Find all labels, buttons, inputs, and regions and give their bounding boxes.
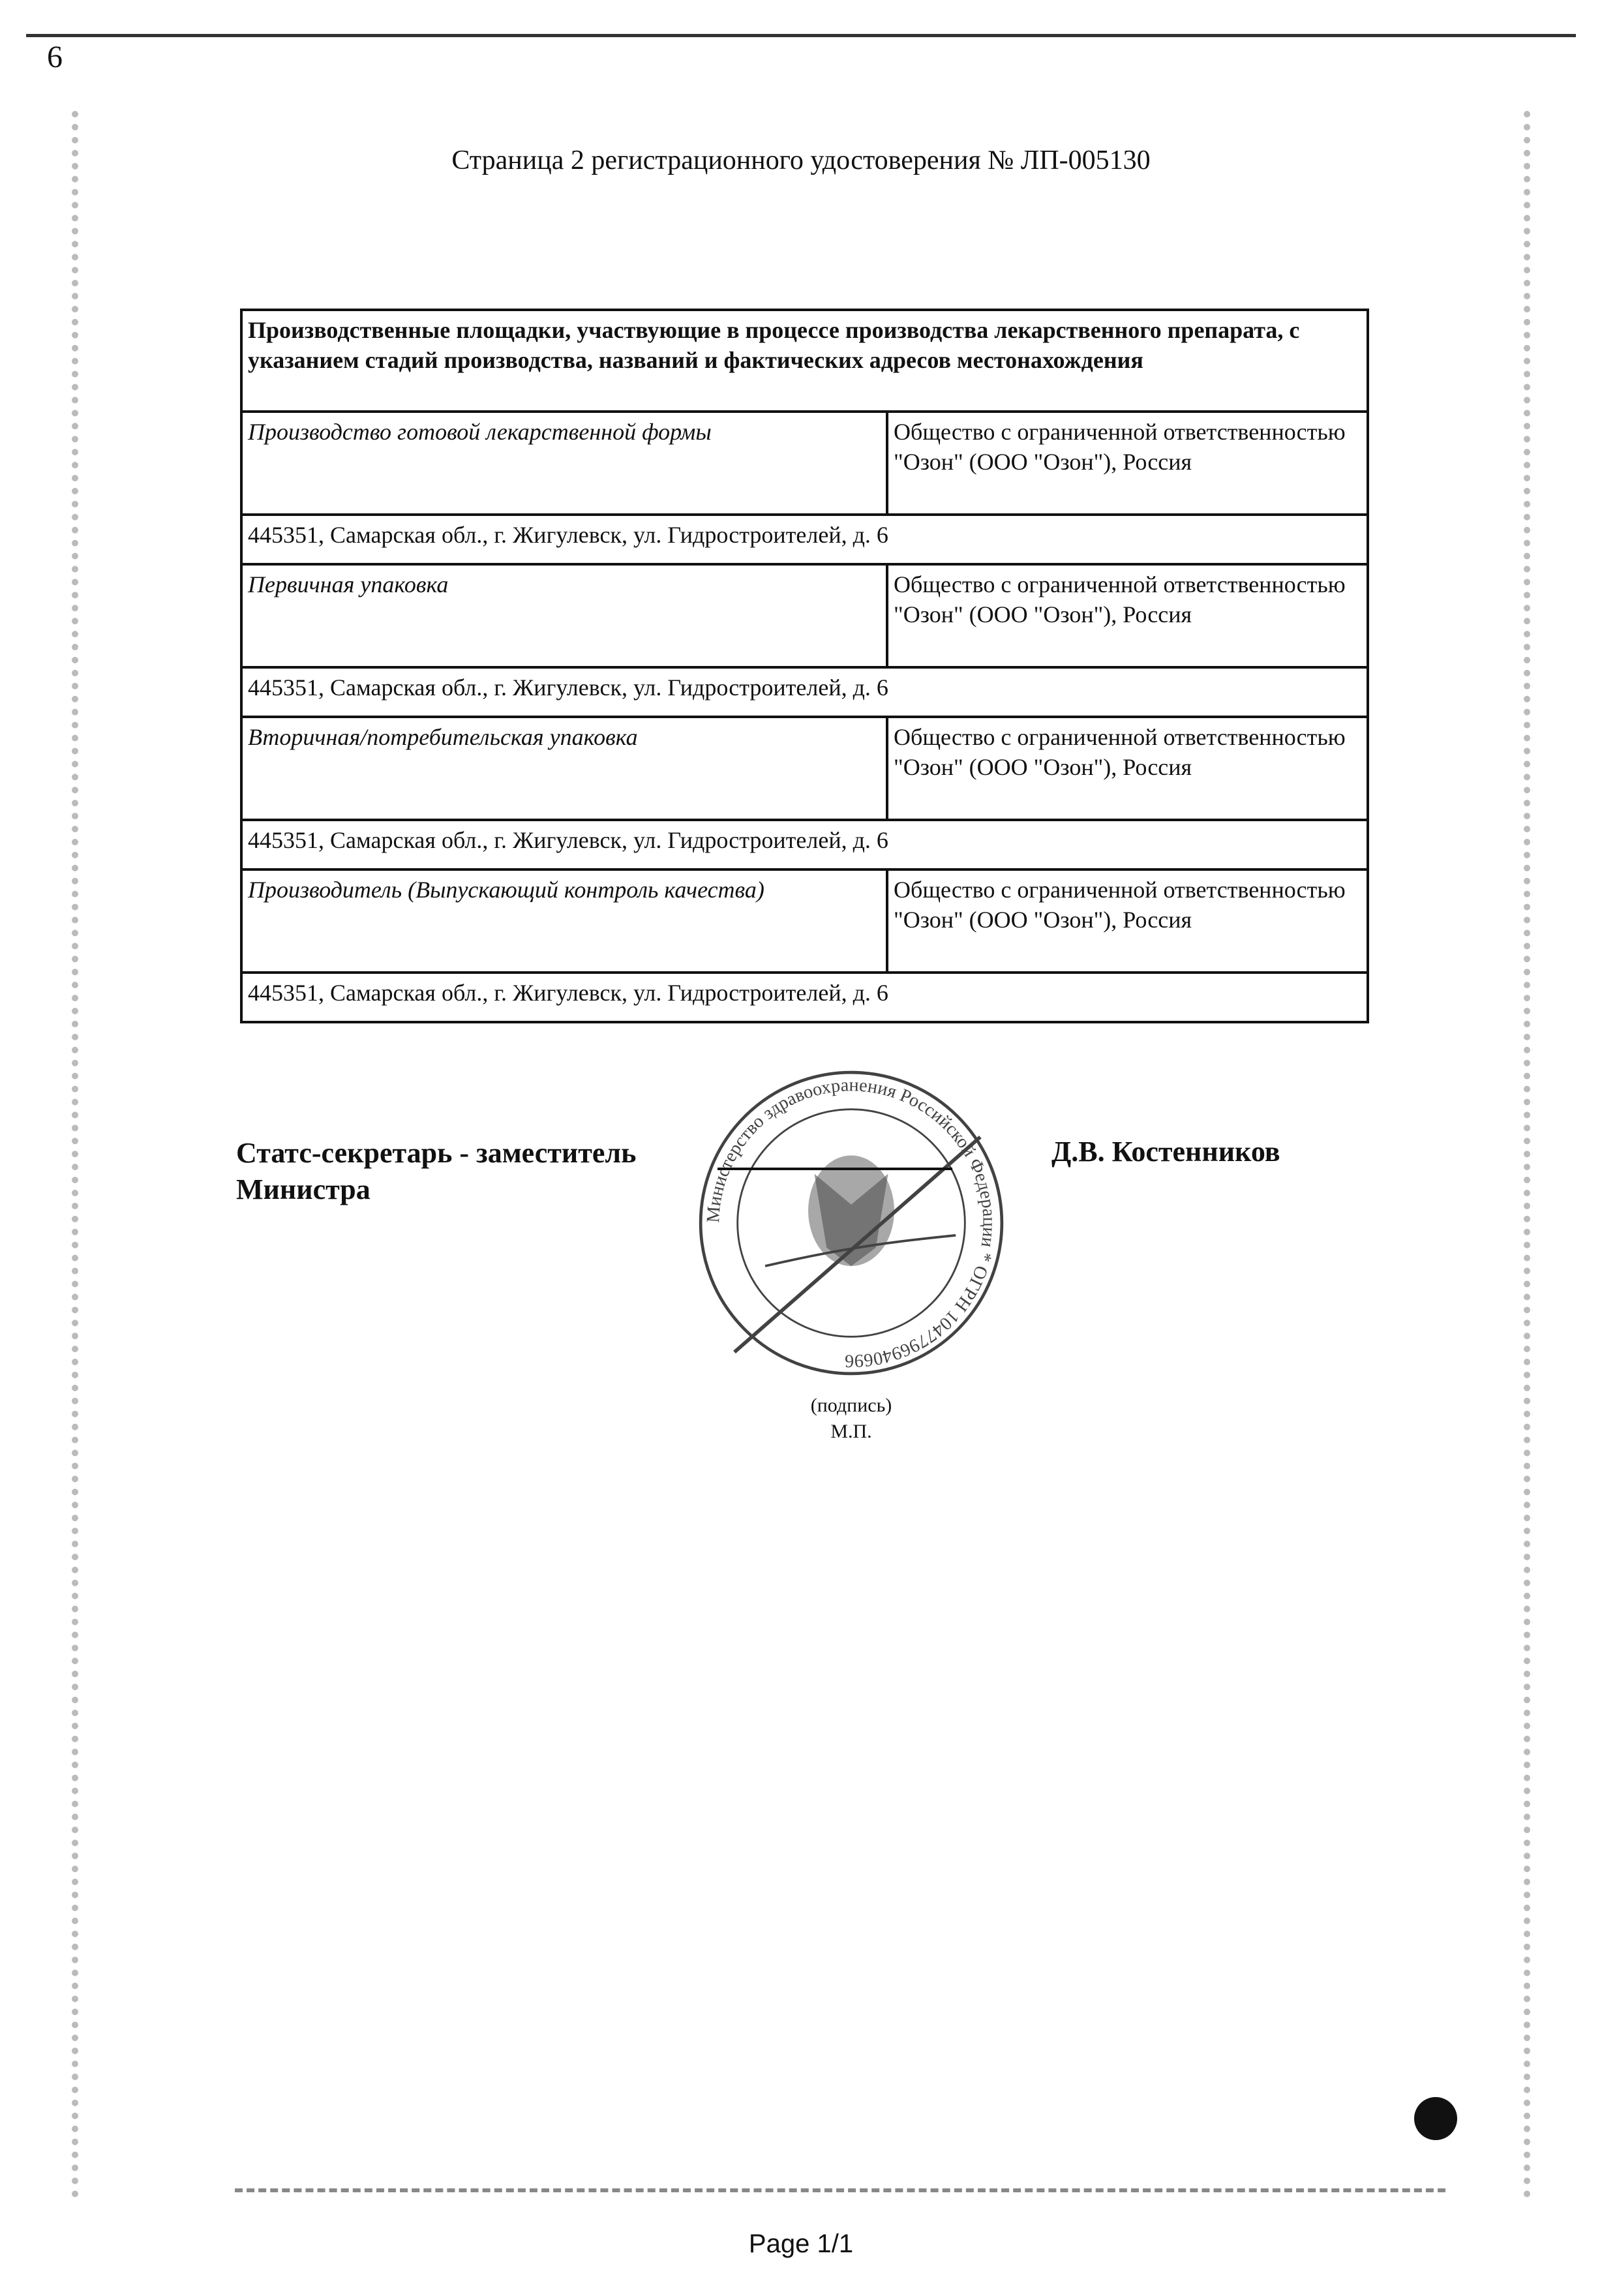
stamp-captions (691, 1393, 1011, 1445)
address-row (241, 515, 1368, 564)
official-stamp (691, 1063, 1011, 1383)
stage-cell: Производитель (Выпускающий контроль качества) (241, 869, 887, 973)
org-cell: Общество с ограниченной ответственностью "Озон" (ООО "Озон"), Россия (887, 869, 1368, 973)
document-title: Страница 2 регистрационного удостоверения № ЛП-005130 (451, 145, 1151, 175)
signature-line (718, 1168, 952, 1170)
stage-cell: Производство готовой лекарственной формы (241, 412, 887, 515)
page-number-mark: 6 (47, 40, 63, 74)
stage-cell: Вторичная/потребительская упаковка (241, 717, 887, 820)
address-cell: 445351, Самарская обл., г. Жигулевск, ул. Гидростроителей, д. 6 (241, 515, 1368, 564)
stamp-caption: М.П. (830, 1421, 872, 1442)
org-cell: Общество с ограниченной ответственностью "Озон" (ООО "Озон"), Россия (887, 564, 1368, 667)
signatory-name: Д.В. Костенников (1051, 1136, 1280, 1168)
address-row (241, 667, 1368, 717)
address-row (241, 973, 1368, 1022)
table-row (241, 564, 1368, 667)
top-border-line (26, 34, 1576, 37)
table-row (241, 869, 1368, 973)
table-header: Производственные площадки, участвующие в процессе производства лекарственного препарата, с указанием стадий производства, названий и фактических адресов местонахождения (241, 310, 1368, 412)
signature-caption: (подпись) (810, 1395, 892, 1416)
table-row (241, 412, 1368, 515)
stamp-text: Министерство здравоохранения Российской Федерации * ОГРН 1047796940696 (703, 1075, 999, 1371)
address-cell: 445351, Самарская обл., г. Жигулевск, ул. Гидростроителей, д. 6 (241, 667, 1368, 717)
table-row (241, 717, 1368, 820)
hole-punch-mark (1414, 2097, 1457, 2140)
bottom-border-line (235, 2188, 1445, 2192)
address-row (241, 820, 1368, 869)
address-cell: 445351, Самарская обл., г. Жигулевск, ул. Гидростроителей, д. 6 (241, 973, 1368, 1022)
address-cell: 445351, Самарская обл., г. Жигулевск, ул. Гидростроителей, д. 6 (241, 820, 1368, 869)
production-sites-table (240, 309, 1369, 1023)
stage-cell: Первичная упаковка (241, 564, 887, 667)
page-footer: Page 1/1 (748, 2229, 854, 2258)
org-cell: Общество с ограниченной ответственностью "Озон" (ООО "Озон"), Россия (887, 412, 1368, 515)
position-line-1: Статс-секретарь - заместитель (236, 1137, 637, 1169)
position-line-2: Министра (236, 1173, 370, 1205)
table-header-row (241, 310, 1368, 412)
signatory-position (236, 1135, 636, 1208)
org-cell: Общество с ограниченной ответственностью "Озон" (ООО "Озон"), Россия (887, 717, 1368, 820)
